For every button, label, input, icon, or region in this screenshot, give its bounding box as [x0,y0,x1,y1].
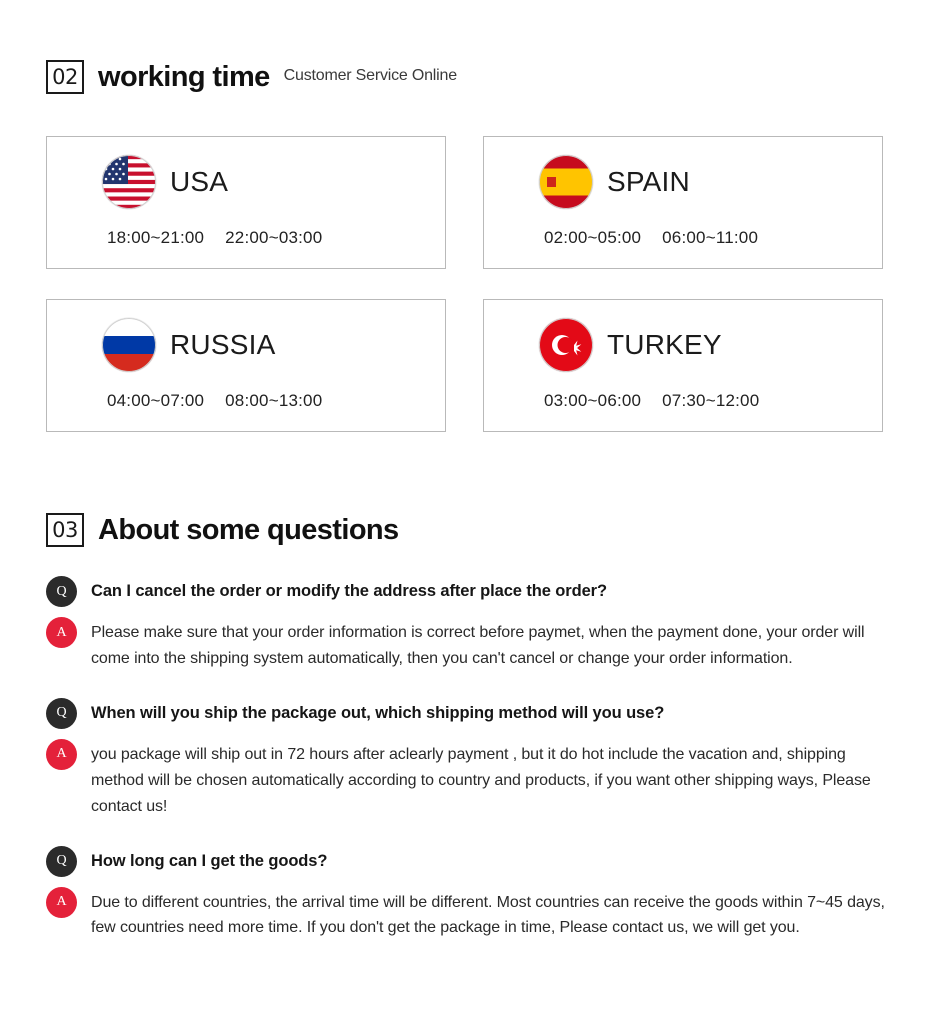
country-name: USA [170,166,229,197]
card-heading-row [484,318,882,372]
working-time-section [46,60,896,432]
hours-slot-2: 08:00~13:00 [225,391,323,410]
answer-badge: A [46,617,77,648]
country-name: RUSSIA [170,329,276,360]
section-number-badge: 02 [46,60,84,94]
faq-item [46,697,906,820]
faq-section [46,513,906,966]
faq-answer-text: Due to different countries, the arrival time will be different. Most countries can receive the goods within 7~45 days, few countries need more time. If you don't get the package in time, Please contact us, we will get you. [91,893,885,937]
card-heading-row [47,318,445,372]
faq-answer-row [46,616,906,672]
russia-flag-icon [102,318,156,372]
working-hours [484,391,882,411]
card-heading-row [484,155,882,209]
working-hours [484,228,882,248]
faq-item [46,845,906,942]
faq-question-row [46,575,906,607]
faq-question-text: When will you ship the package out, which shipping method will you use? [91,703,665,722]
country-name: SPAIN [607,166,690,197]
hours-slot-1: 04:00~07:00 [107,391,205,410]
answer-badge: A [46,887,77,918]
faq-answer-text: Please make sure that your order information is correct before paymet, when the payment done, your order will come into the shipping system automatically, then you can't cancel or change your order information. [91,624,865,667]
card-heading-row [47,155,445,209]
section-number-badge: 03 [46,513,84,547]
faq-question-text: Can I cancel the order or modify the address after place the order? [91,582,607,600]
working-time-header [46,60,896,94]
faq-answer-text: you package will ship out in 72 hours after aclearly payment , but it do hot include the vacation and, shipping method will be chosen automatically according to country and products, if you want other shipping ways, Please contact us! [91,745,871,815]
country-name: TURKEY [607,329,722,360]
faq-question-row [46,845,906,877]
hours-slot-2: 07:30~12:00 [662,391,760,410]
faq-list [46,575,906,941]
hours-slot-1: 03:00~06:00 [544,391,642,410]
turkey-flag-icon [539,318,593,372]
faq-answer-row [46,886,906,942]
timezone-card-grid [46,136,896,432]
working-hours [47,228,445,248]
question-badge: Q [46,576,77,607]
timezone-card-usa [46,136,446,269]
spain-flag-icon [539,155,593,209]
hours-slot-1: 02:00~05:00 [544,228,642,247]
faq-item [46,575,906,672]
usa-flag-icon [102,155,156,209]
faq-title: About some questions [98,513,399,546]
faq-question-row [46,697,906,729]
faq-question-text: How long can I get the goods? [91,851,328,870]
question-badge: Q [46,846,77,877]
hours-slot-1: 18:00~21:00 [107,228,205,247]
page-title: working time [98,60,270,93]
hours-slot-2: 06:00~11:00 [662,228,759,247]
question-badge: Q [46,698,77,729]
working-hours [47,391,445,411]
answer-badge: A [46,739,77,770]
timezone-card-spain [483,136,883,269]
faq-header [46,513,906,547]
timezone-card-russia [46,299,446,432]
faq-answer-row [46,738,906,820]
page-subtitle: Customer Service Online [283,67,457,84]
hours-slot-2: 22:00~03:00 [225,228,323,247]
timezone-card-turkey [483,299,883,432]
